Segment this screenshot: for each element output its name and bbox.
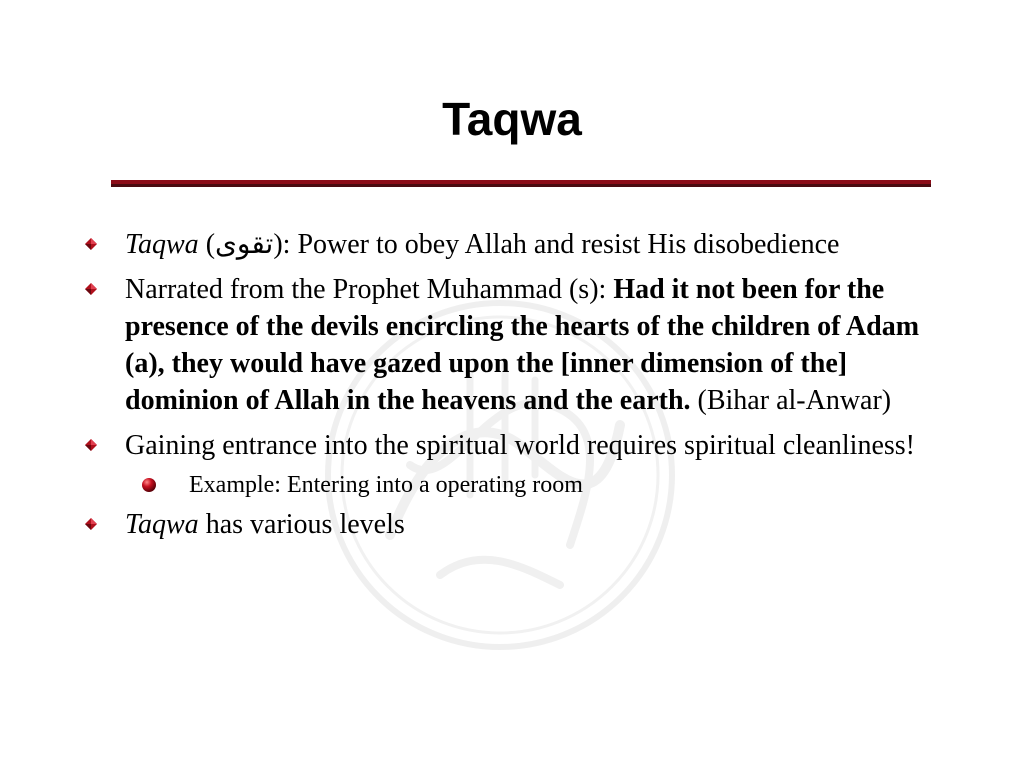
red-diamond-bullet-icon (85, 439, 97, 451)
bullet-item-hadith (125, 271, 930, 419)
red-diamond-bullet-icon (85, 518, 97, 530)
red-sphere-bullet-icon (141, 477, 157, 493)
hadith-quote: Had it not been for the presence of the devils encircling the hearts of the children of Adam (a), they would have gazed upon the [inner dimension of the] dominion of Allah in the heavens and the earth. (125, 274, 920, 416)
hadith-lead: Narrated from the Prophet Muhammad (s): (125, 274, 614, 305)
red-diamond-bullet-icon (85, 283, 97, 295)
title-divider (111, 180, 931, 187)
bullet-text: Gaining entrance into the spiritual world requires spiritual cleanliness! (125, 430, 915, 461)
bullet-item-levels (125, 506, 930, 543)
bullet-item-definition (125, 226, 930, 263)
slide-title: Taqwa (442, 93, 582, 145)
term-taqwa: Taqwa (125, 509, 199, 540)
hadith-source: (Bihar al-Anwar) (690, 385, 892, 416)
sub-bullet-text: Example: Entering into a operating room (189, 472, 583, 498)
term-taqwa: Taqwa (125, 229, 199, 260)
bullet-list (0, 226, 1024, 551)
sub-bullet-item-example (189, 470, 929, 500)
definition-text: ): Power to obey Allah and resist His disobedience (273, 229, 840, 260)
bullet-item-spiritual-world (125, 427, 930, 464)
paren-open: ( (198, 229, 216, 260)
red-diamond-bullet-icon (85, 238, 97, 250)
arabic-term: تقوى (215, 229, 274, 260)
bullet-text: has various levels (198, 509, 405, 540)
